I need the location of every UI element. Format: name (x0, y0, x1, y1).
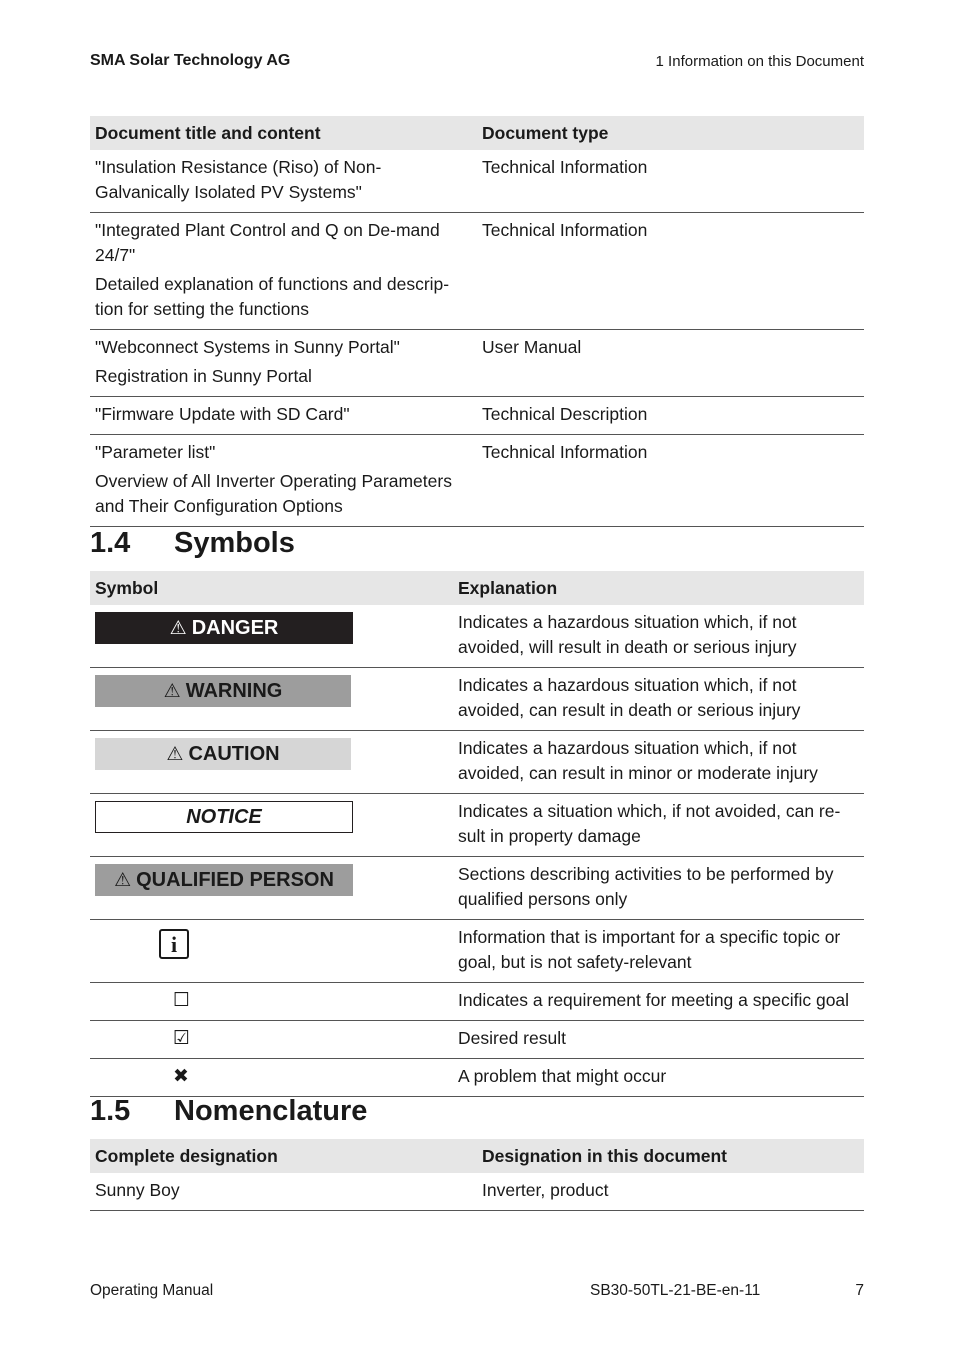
table-row (90, 397, 864, 435)
cross-icon: ✖ (173, 1066, 189, 1087)
badge-label: DANGER (191, 616, 279, 639)
table-row (90, 435, 864, 527)
notice-badge (95, 801, 353, 833)
document-title: "Webconnect Systems in Sunny Portal" (95, 337, 400, 357)
page-number: 7 (855, 1282, 864, 1299)
document-description: Detailed explanation of functions and descrip-tion for setting the functions (95, 274, 450, 319)
header-company: SMA Solar Technology AG (90, 52, 291, 69)
document-title: "Insulation Resistance (Riso) of Non-Galvanically Isolated PV Systems" (95, 157, 382, 202)
table-row (90, 150, 864, 213)
column-header: Designation in this document (477, 1139, 864, 1173)
section-number: 1.4 (90, 527, 131, 559)
column-header: Complete designation (90, 1139, 477, 1173)
table-row (90, 920, 864, 983)
column-header: Document type (477, 116, 864, 150)
warning-badge (95, 675, 351, 707)
short-designation: Inverter, product (477, 1173, 864, 1211)
document-description: Registration in Sunny Portal (95, 366, 312, 386)
table-row (90, 983, 864, 1021)
footer-manual: Operating Manual (90, 1282, 214, 1299)
symbol-explanation: Indicates a requirement for meeting a specific goal (453, 983, 864, 1021)
checkbox-checked-icon: ☑ (173, 1028, 191, 1049)
symbol-explanation: Indicates a hazardous situation which, if not avoided, will result in death or serious injury (453, 605, 864, 668)
table-row (90, 330, 864, 397)
document-title: "Firmware Update with SD Card" (95, 404, 350, 424)
table-row (90, 605, 864, 668)
document-title: "Parameter list" (95, 442, 216, 462)
documents-table (90, 116, 864, 527)
warning-triangle-icon: ⚠ (169, 617, 187, 639)
symbol-explanation: Desired result (453, 1021, 864, 1059)
table-row (90, 213, 864, 330)
document-type: Technical Information (477, 435, 864, 527)
document-type: Technical Description (477, 397, 864, 435)
table-row (90, 794, 864, 857)
table-header-row (90, 1139, 864, 1173)
qualified-person-badge (95, 864, 353, 896)
symbol-explanation: Information that is important for a specific topic or goal, but is not safety-relevant (453, 920, 864, 983)
caution-badge (95, 738, 351, 770)
section-heading-symbols (90, 527, 295, 560)
table-row (90, 857, 864, 920)
table-header-row (90, 571, 864, 605)
header-chapter: 1 Information on this Document (655, 53, 864, 70)
document-type: Technical Information (477, 150, 864, 213)
symbol-explanation: Indicates a hazardous situation which, if not avoided, can result in death or serious injury (453, 668, 864, 731)
checkbox-empty-icon: ☐ (173, 990, 191, 1011)
column-header: Document title and content (90, 116, 477, 150)
complete-designation: Sunny Boy (90, 1173, 477, 1211)
badge-label: QUALIFIED PERSON (136, 868, 334, 891)
table-header-row (90, 116, 864, 150)
table-row (90, 731, 864, 794)
danger-badge (95, 612, 353, 644)
symbol-explanation: Indicates a situation which, if not avoided, can re-sult in property damage (453, 794, 864, 857)
column-header: Symbol (90, 571, 453, 605)
section-number: 1.5 (90, 1095, 131, 1127)
symbol-explanation: Indicates a hazardous situation which, if not avoided, can result in minor or moderate injury (453, 731, 864, 794)
symbol-explanation: A problem that might occur (453, 1059, 864, 1097)
warning-triangle-icon: ⚠ (114, 869, 132, 891)
table-row (90, 1021, 864, 1059)
warning-triangle-icon: ⚠ (166, 743, 184, 765)
warning-triangle-icon: ⚠ (163, 680, 181, 702)
section-title: Symbols (174, 527, 295, 559)
symbols-table (90, 571, 864, 1097)
info-icon: i (159, 929, 189, 959)
badge-label: NOTICE (186, 805, 262, 828)
document-title: "Integrated Plant Control and Q on De-mand 24/7" (95, 220, 440, 265)
nomenclature-table (90, 1139, 864, 1211)
badge-label: CAUTION (188, 742, 280, 765)
document-type: Technical Information (477, 213, 864, 330)
symbol-explanation: Sections describing activities to be performed by qualified persons only (453, 857, 864, 920)
document-description: Overview of All Inverter Operating Parameters and Their Configuration Options (95, 471, 452, 516)
table-row (90, 668, 864, 731)
document-type: User Manual (477, 330, 864, 397)
footer-document-code: SB30-50TL-21-BE-en-11 (590, 1282, 761, 1299)
column-header: Explanation (453, 571, 864, 605)
table-row (90, 1059, 864, 1097)
table-row (90, 1173, 864, 1211)
section-title: Nomenclature (174, 1095, 368, 1127)
badge-label: WARNING (185, 679, 283, 702)
section-heading-nomenclature (90, 1095, 367, 1128)
